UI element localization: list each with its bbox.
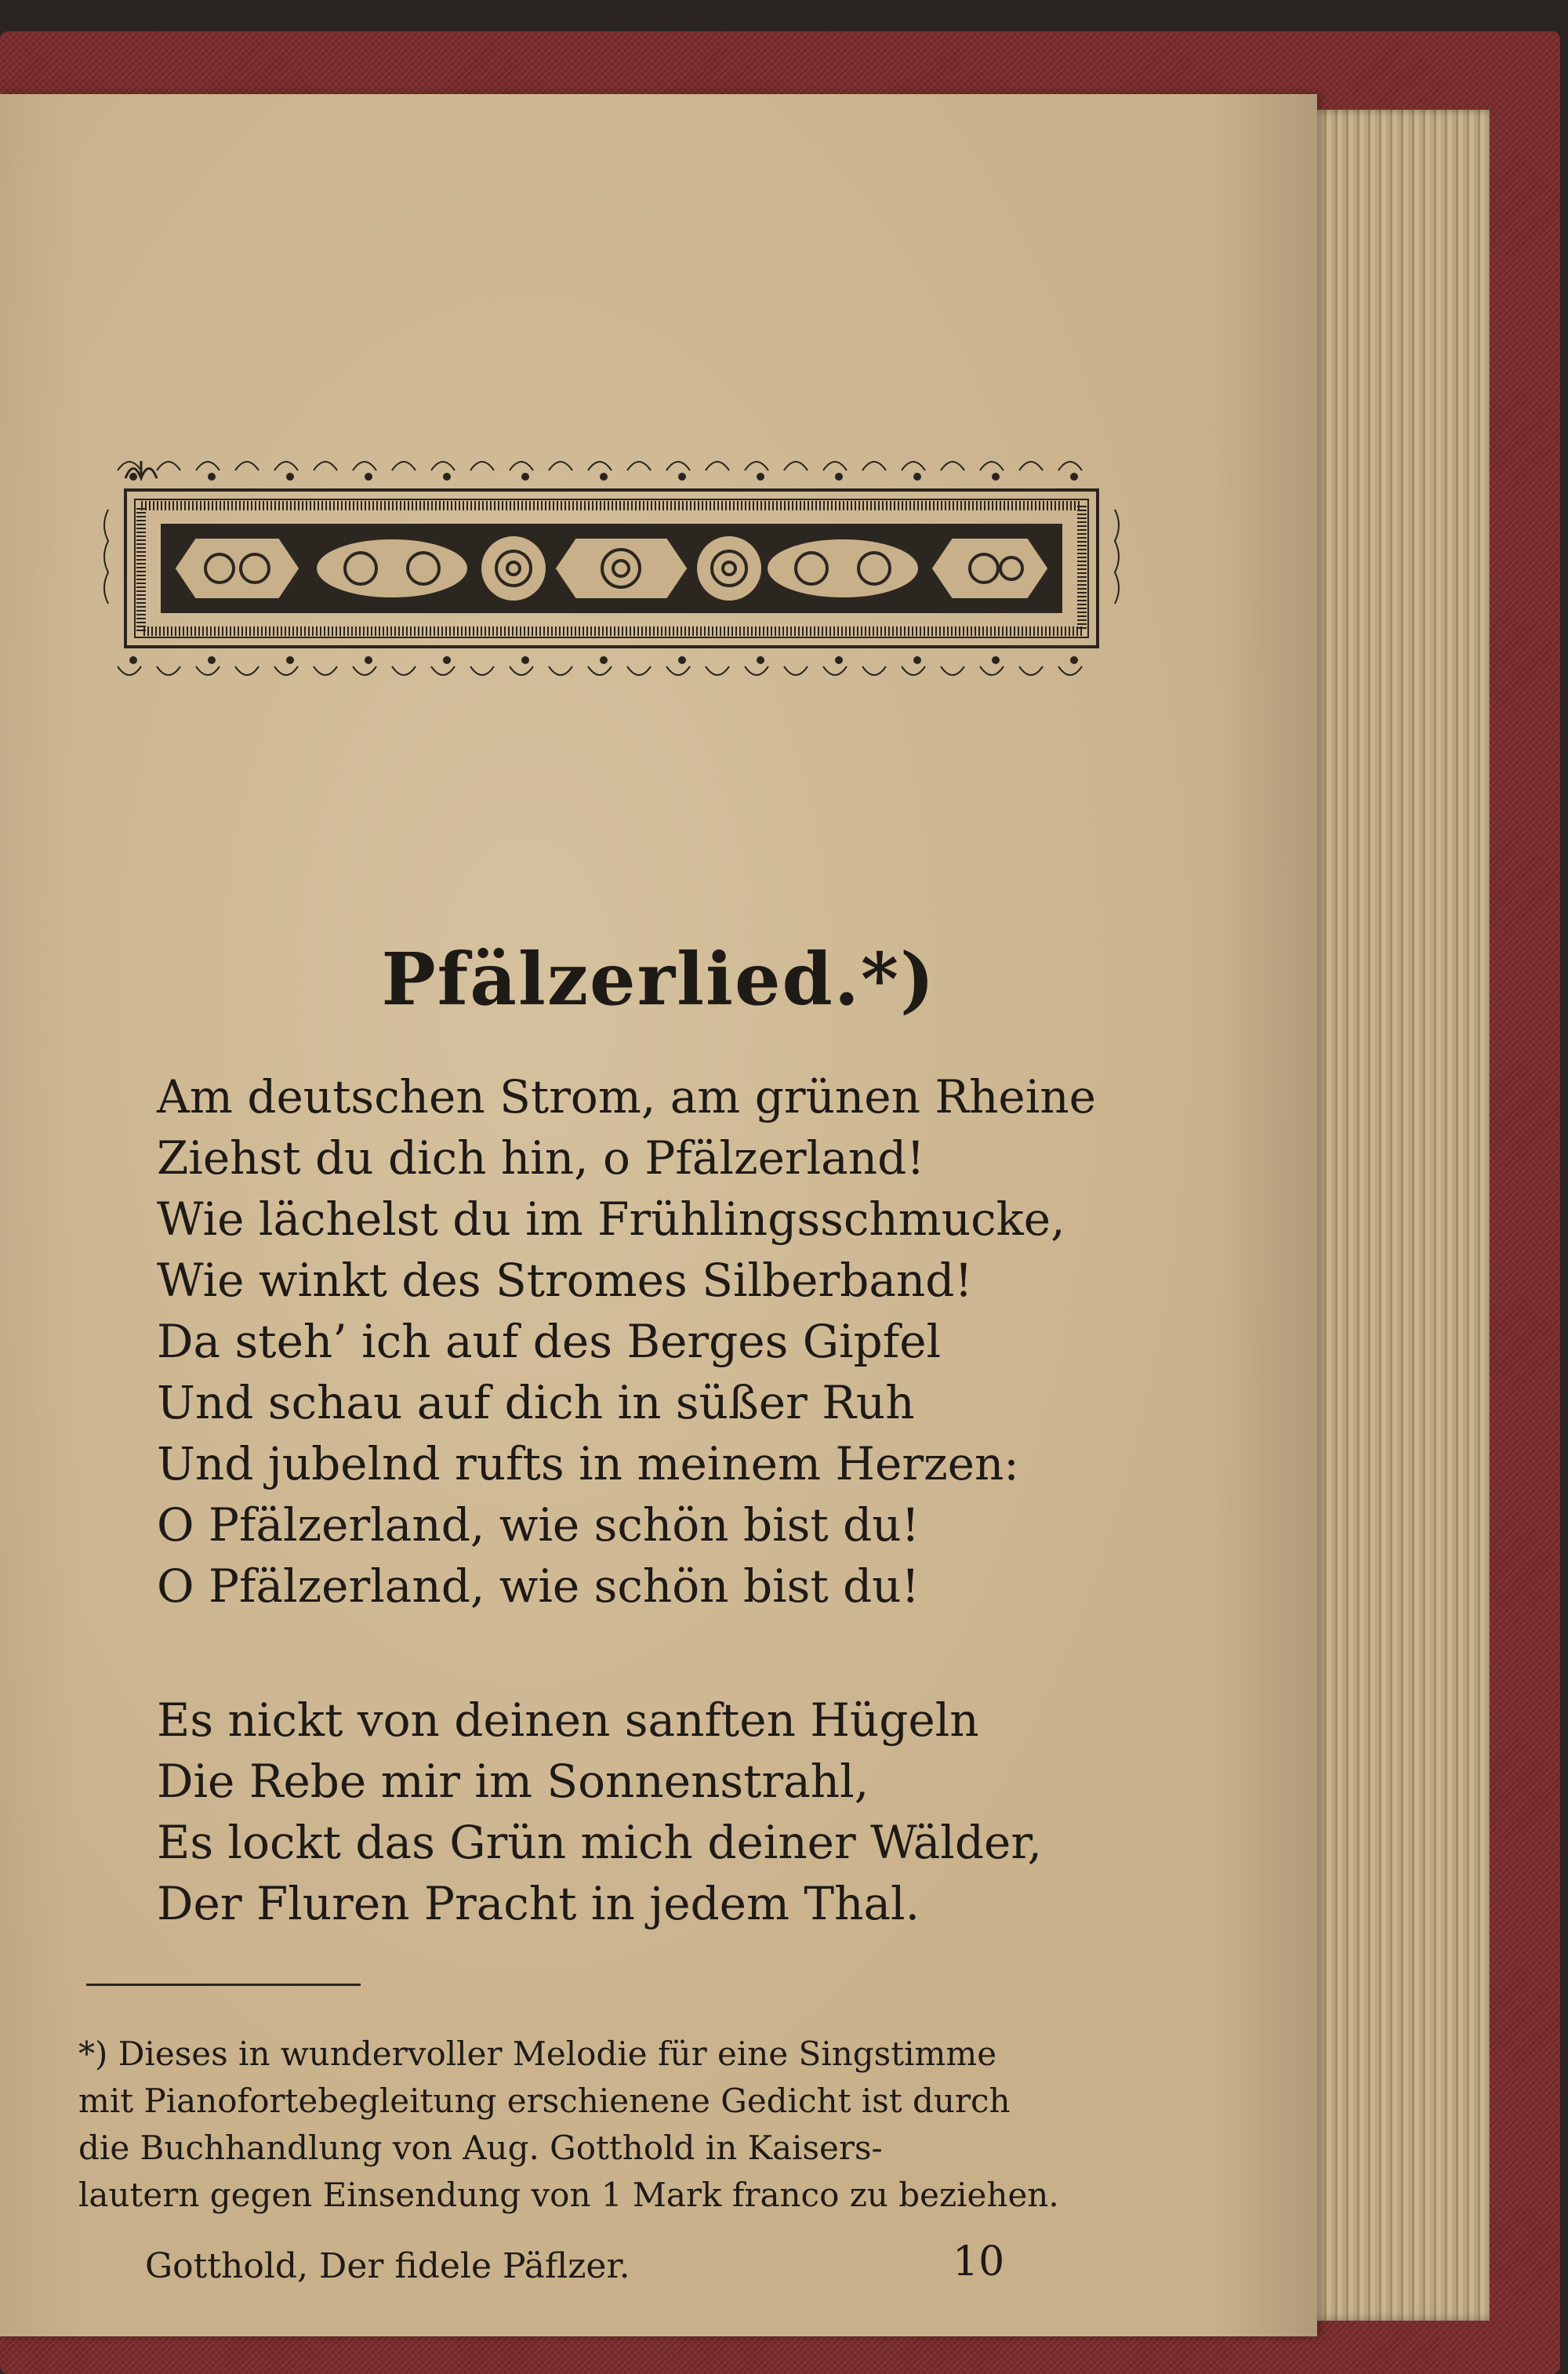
footnote-line: mit Pianofortebegleitung erschienene Gedicht ist durch <box>78 2082 1011 2120</box>
stanza-2 <box>157 1690 1176 1934</box>
verse-line: Es nickt von deinen sanften Hügeln <box>157 1693 979 1747</box>
verse-line: Es lockt das Grün mich deiner Wälder, <box>157 1816 1043 1869</box>
fleuron-row-bottom <box>129 656 1078 664</box>
verse-line: Wie lächelst du im Frühlingsschmucke, <box>157 1192 1065 1246</box>
footnote <box>78 2031 1098 2219</box>
ornamental-header <box>102 447 1121 690</box>
footnote-divider <box>86 1984 361 1986</box>
verse-line: O Pfälzerland, wie schön bist du! <box>157 1498 920 1552</box>
footnote-line: *) Dieses in wundervoller Melodie für eine Singstimme <box>78 2035 997 2073</box>
page-edges <box>1309 110 1490 2321</box>
verse-line: Die Rebe mir im Sonnenstrahl, <box>157 1755 869 1808</box>
verse-line: O Pfälzerland, wie schön bist du! <box>157 1559 920 1613</box>
verse-line: Ziehst du dich hin, o Pfälzerland! <box>157 1131 925 1185</box>
stanza-1 <box>157 1066 1176 1617</box>
footnote-line: die Buchhandlung von Aug. Gotthold in Kaisers- <box>78 2129 883 2167</box>
verse-line: Und jubelnd rufts in meinem Herzen: <box>157 1437 1019 1490</box>
verse-line: Und schau auf dich in süßer Ruh <box>157 1376 915 1429</box>
poem-title: Pfälzerlied.*) <box>381 937 936 1022</box>
book-page <box>0 94 1317 2336</box>
verse-line: Da steh’ ich auf des Berges Gipfel <box>157 1315 942 1368</box>
fleuron-row-top <box>129 473 1078 481</box>
page-number: 10 <box>953 2238 1005 2285</box>
verse-line: Der Fluren Pracht in jedem Thal. <box>157 1877 920 1930</box>
footnote-line: lautern gegen Einsendung von 1 Mark franco zu beziehen. <box>78 2176 1059 2214</box>
printer-signature: Gotthold, Der fidele Päflzer. <box>145 2246 630 2286</box>
verse-line: Wie winkt des Stromes Silberband! <box>157 1254 973 1307</box>
verse-line: Am deutschen Strom, am grünen Rheine <box>157 1070 1096 1123</box>
